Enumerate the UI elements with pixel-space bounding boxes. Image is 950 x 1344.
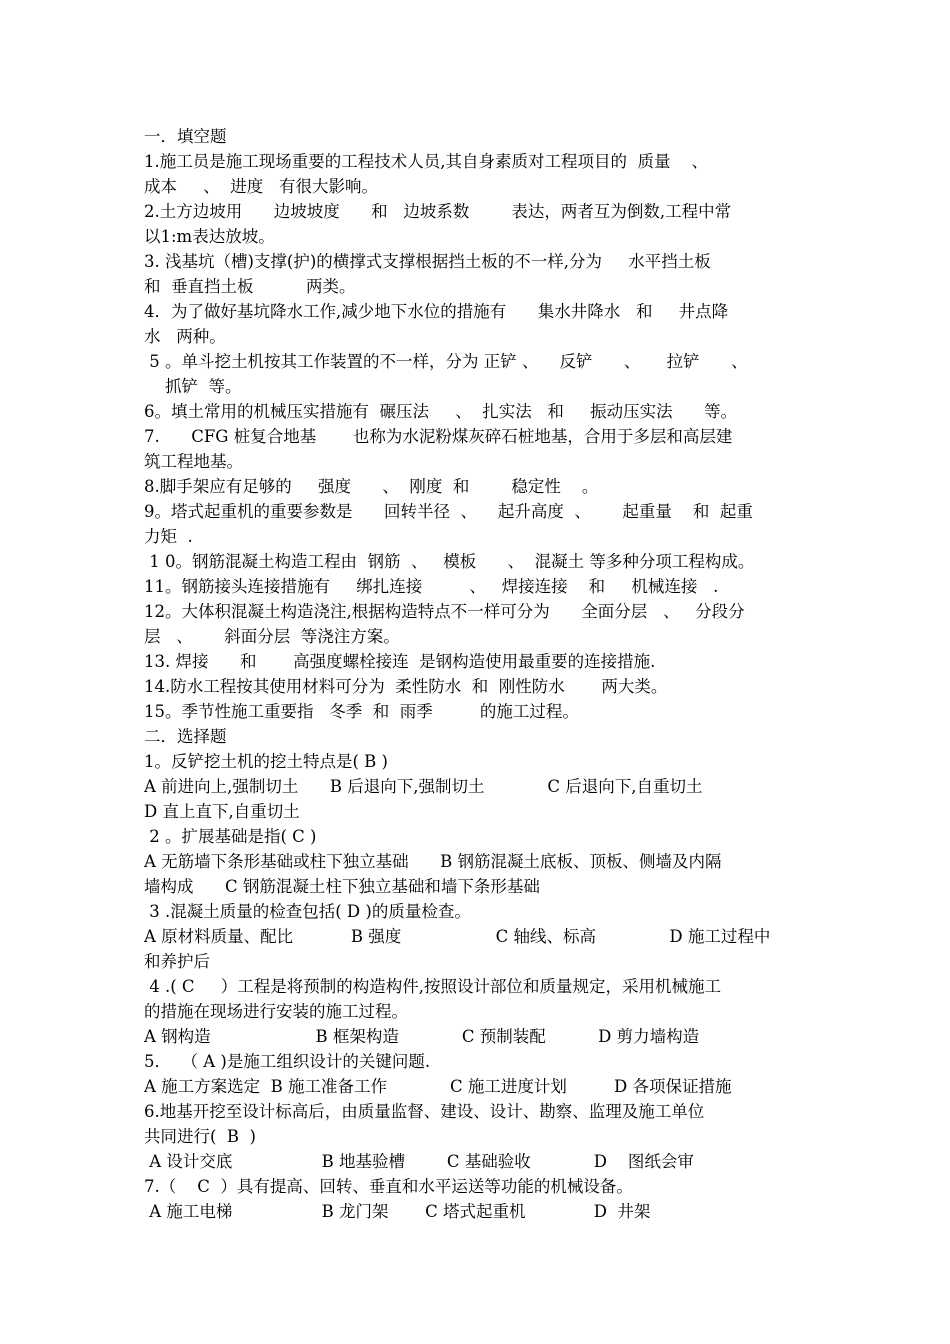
text-line: 12。大体积混凝土构造浇注,根据构造特点不一样可分为 全面分层 、 分段分 (144, 602, 745, 621)
text-line: 14.防水工程按其使用材料可分为 柔性防水 和 刚性防水 两大类。 (144, 677, 668, 696)
text-line: 以1:m表达放坡。 (144, 227, 275, 246)
document-page (144, 124, 812, 1224)
text-line: 15。季节性施工重要指 冬季 和 雨季 的施工过程。 (144, 702, 579, 721)
text-line: 筑工程地基。 (144, 452, 243, 471)
text-line: 4 .( C ）工程是将预制的构造构件,按照设计部位和质量规定，采用机械施工 (144, 977, 722, 996)
text-line: A 施工方案选定 B 施工准备工作 C 施工进度计划 D 各项保证措施 (144, 1077, 732, 1096)
text-line: 共同进行( B ) (144, 1127, 256, 1146)
text-line: 层 、 斜面分层 等浇注方案。 (144, 627, 400, 646)
text-line: 13. 焊接 和 高强度螺栓接连 是钢构造使用最重要的连接措施. (144, 652, 656, 671)
text-line: D 直上直下,自重切土 (144, 802, 300, 821)
text-line: 水 两种。 (144, 327, 226, 346)
text-line: 1。反铲挖土机的挖土特点是( B ) (144, 752, 388, 771)
text-line: 5 。单斗挖土机按其工作装置的不一样，分为 正铲 、 反铲 、 拉铲 、 (144, 352, 748, 371)
text-line: A 钢构造 B 框架构造 C 预制装配 D 剪力墙构造 (144, 1027, 700, 1046)
text-line: 3 .混凝土质量的检查包括( D )的质量检查。 (144, 902, 471, 921)
text-line: 力矩 . (144, 527, 193, 546)
text-line: 和 垂直挡土板 两类。 (144, 277, 356, 296)
text-line: 成本 、 进度 有很大影响。 (144, 177, 378, 196)
text-line: A 前进向上,强制切土 B 后退向下,强制切土 C 后退向下,自重切土 (144, 777, 703, 796)
text-line: 1.施工员是施工现场重要的工程技术人员,其自身素质对工程项目的 质量 、 (144, 152, 708, 171)
text-line: 7. CFG 桩复合地基 也称为水泥粉煤灰碎石桩地基，合用于多层和高层建 (144, 427, 733, 446)
text-line: 8.脚手架应有足够的 强度 、 刚度 和 稳定性 。 (144, 477, 599, 496)
text-line: 4．为了做好基坑降水工作,减少地下水位的措施有 集水井降水 和 井点降 (144, 302, 729, 321)
text-line: 7.（ C ）具有提高、回转、垂直和水平运送等功能的机械设备。 (144, 1177, 633, 1196)
text-line: A 施工电梯 B 龙门架 C 塔式起重机 D 井架 (144, 1202, 651, 1221)
text-line: A 原材料质量、配比 B 强度 C 轴线、标高 D 施工过程中 (144, 927, 771, 946)
text-line: 1 0。钢筋混凝土构造工程由 钢筋 、 模板 、 混凝土 等多种分项工程构成。 (144, 552, 755, 571)
text-line: 5． （ A )是施工组织设计的关键问题. (144, 1052, 431, 1071)
text-line: 6.地基开挖至设计标高后，由质量监督、建设、设计、勘察、监理及施工单位 (144, 1102, 705, 1121)
text-line: 的措施在现场进行安装的施工过程。 (144, 1002, 408, 1021)
text-line: A 设计交底 B 地基验槽 C 基础验收 D 图纸会审 (144, 1152, 694, 1171)
text-line: 抓铲 等。 (144, 377, 242, 396)
text-line: 3. 浅基坑（槽)支撑(护)的横撑式支撑根据挡土板的不一样,分为 水平挡土板 (144, 252, 711, 271)
text-line: 2.土方边坡用 边坡坡度 和 边坡系数 表达，两者互为倒数,工程中常 (144, 202, 732, 221)
section-heading: 一．填空题 (144, 127, 227, 146)
text-line: 和养护后 (144, 952, 210, 971)
text-line: 6。填土常用的机械压实措施有 碾压法 、 扎实法 和 振动压实法 等。 (144, 402, 738, 421)
text-line: 2 。扩展基础是指( C ) (144, 827, 317, 846)
text-line: 墙构成 C 钢筋混凝土柱下独立基础和墙下条形基础 (144, 877, 540, 896)
text-line: 9。塔式起重机的重要参数是 回转半径 、 起升高度 、 起重量 和 起重 (144, 502, 753, 521)
text-line: 11。钢筋接头连接措施有 绑扎连接 、 焊接连接 和 机械连接 . (144, 577, 719, 596)
section-heading: 二．选择题 (144, 727, 227, 746)
text-line: A 无筋墙下条形基础或柱下独立基础 B 钢筋混凝土底板、顶板、侧墙及内隔 (144, 852, 722, 871)
